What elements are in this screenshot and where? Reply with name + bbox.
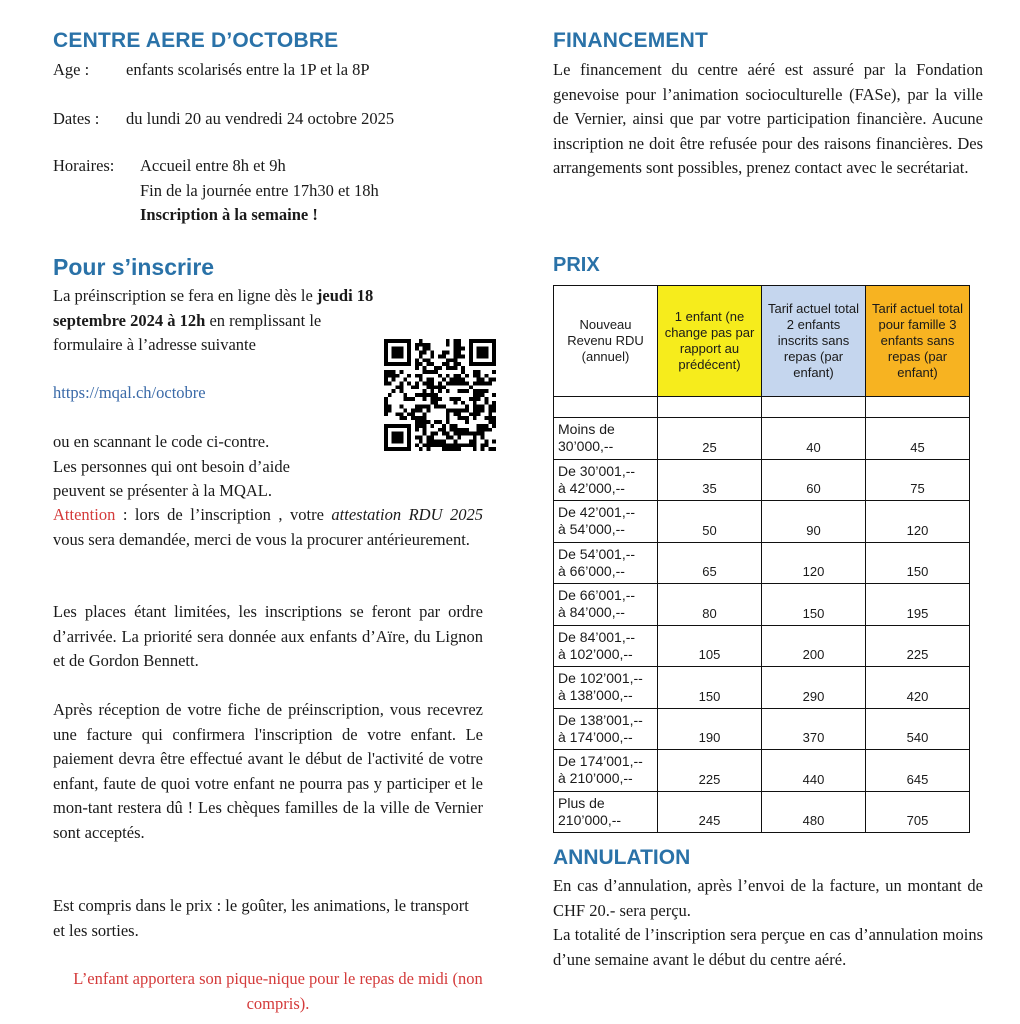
price-1-enfant: 25: [658, 418, 762, 460]
attention-part-b: vous sera demandée, merci de vous la procurer antérieurement.: [53, 529, 470, 549]
revenu-cell: [554, 625, 658, 667]
dates-label: Dates :: [53, 109, 100, 128]
price-1-enfant: 225: [658, 750, 762, 792]
scan-line-3: peuvent se présenter à la MQAL.: [53, 481, 273, 500]
price-3-enfants: 705: [866, 791, 970, 833]
price-2-enfants: 150: [762, 584, 866, 626]
horaires-inscription-semaine: Inscription à la semaine !: [140, 205, 318, 224]
annulation-text-1: En cas d’annulation, après l’envoi de la facture, un montant de CHF 20.- sera perçu.: [553, 876, 983, 920]
price-1-enfant: 35: [658, 459, 762, 501]
revenu-line-1: De 174’001,--: [558, 753, 643, 770]
revenu-line-1: De 138’001,--: [558, 711, 643, 728]
revenu-line-1: Plus de: [558, 794, 605, 811]
revenu-line-1: De 54’001,--: [558, 545, 636, 562]
revenu-line-2: à 174’000,--: [558, 728, 633, 745]
prix-title: PRIX: [553, 254, 600, 276]
scan-line-1: ou en scannant le code ci-contre.: [53, 432, 270, 451]
price-2-enfants: 40: [762, 418, 866, 460]
price-2-enfants: 200: [762, 625, 866, 667]
attention-italic: attestation RDU 2025: [331, 505, 483, 524]
revenu-line-2: 210’000,--: [558, 811, 622, 828]
price-3-enfants: 195: [866, 584, 970, 626]
horaires-block: [140, 154, 483, 228]
price-3-enfants: 225: [866, 625, 970, 667]
places-text: Les places étant limitées, les inscriptions se feront par ordre d’arrivée. La priorité sera donnée aux enfants d’Aïre, du Lignon et de Gordon Bennett.: [53, 602, 483, 670]
revenu-line-1: De 84’001,--: [558, 628, 636, 645]
inscrire-title: Pour s’inscrire: [53, 254, 215, 280]
revenu-cell: [554, 791, 658, 833]
pique-nique-text: L’enfant apportera son pique-nique pour le repas de midi (non compris).: [73, 969, 483, 1013]
revenu-cell: [554, 750, 658, 792]
revenu-cell: [554, 459, 658, 501]
apres-text: Après réception de votre fiche de préinscription, vous recevrez une facture qui confirmera l'inscription de votre enfant. Le paiement devra être effectué avant le début de l'activité de votre enfant, faute de quoi votre enfant ne pourra pas y participer et le mon-tant restera dû ! Les chèques familles de la ville de Vernier sont acceptés.: [53, 700, 483, 842]
revenu-cell: [554, 708, 658, 750]
table-row: [554, 667, 970, 709]
price-3-enfants: 150: [866, 542, 970, 584]
age-line: [53, 58, 89, 83]
pre-text-c: formulaire à l’adresse suivante: [53, 335, 256, 354]
pre-time-bold: septembre 2024 à 12h: [53, 310, 206, 330]
age-value: enfants scolarisés entre la 1P et la 8P: [126, 60, 370, 79]
age-label: Age :: [53, 60, 90, 79]
revenu-line-2: à 210’000,--: [558, 770, 633, 787]
revenu-line-2: à 42’000,--: [558, 479, 625, 496]
revenu-line-1: De 102’001,--: [558, 670, 643, 687]
price-2-enfants: 440: [762, 750, 866, 792]
price-2-enfants: 90: [762, 501, 866, 543]
blank-cell: [554, 397, 658, 418]
horaires-label: Horaires:: [53, 156, 115, 175]
price-2-enfants: 370: [762, 708, 866, 750]
centre-title: CENTRE AERE D’OCTOBRE: [53, 29, 339, 52]
financement-text: Le financement du centre aéré est assuré par la Fondation genevoise pour l’animation socioculturelle (FASe), par la ville de Vernier, ainsi que par votre participation financière. Aucune inscription ne doit être refusée pour des raisons financières. Des arrangements sont possibles, prenez contact avec le secrétariat.: [553, 60, 983, 177]
revenu-cell: [554, 418, 658, 460]
compris-text: Est compris dans le prix : le goûter, les animations, le transport et les sorties.: [53, 896, 469, 940]
scan-text: [53, 430, 383, 504]
revenu-cell: [554, 542, 658, 584]
revenu-cell: [554, 584, 658, 626]
attention-text: [53, 503, 483, 552]
revenu-line-2: à 138’000,--: [558, 687, 633, 704]
revenu-line-1: De 30’001,--: [558, 462, 636, 479]
annulation-text-2: La totalité de l’inscription sera perçue en cas d’annulation moins d’une semaine avant le début du centre aéré.: [553, 925, 983, 969]
header-3-enfants: Tarif actuel total pour famille 3 enfants sans repas (par enfant): [866, 286, 970, 397]
pre-date-bold: jeudi 18: [316, 286, 374, 305]
revenu-line-1: De 66’001,--: [558, 587, 636, 604]
table-row: [554, 418, 970, 460]
header-revenu: Nouveau Revenu RDU (annuel): [554, 286, 658, 397]
scan-line-2: Les personnes qui ont besoin d’aide: [53, 456, 290, 476]
price-2-enfants: 480: [762, 791, 866, 833]
price-3-enfants: 120: [866, 501, 970, 543]
dates-value: du lundi 20 au vendredi 24 octobre 2025: [126, 109, 395, 128]
annulation-title: ANNULATION: [553, 846, 691, 869]
price-3-enfants: 540: [866, 708, 970, 750]
revenu-line-1: De 42’001,--: [558, 504, 636, 521]
price-1-enfant: 245: [658, 791, 762, 833]
price-2-enfants: 290: [762, 667, 866, 709]
price-1-enfant: 65: [658, 542, 762, 584]
table-row: [554, 708, 970, 750]
blank-cell: [866, 397, 970, 418]
attention-word: Attention: [53, 505, 116, 524]
price-1-enfant: 150: [658, 667, 762, 709]
pre-text-b: en remplissant le: [205, 310, 322, 330]
table-row: [554, 584, 970, 626]
table-row: [554, 625, 970, 667]
attention-part-a: : lors de l’inscription , votre: [115, 505, 332, 524]
price-1-enfant: 190: [658, 708, 762, 750]
header-1-enfant: 1 enfant (ne change pas par rapport au prédécent): [658, 286, 762, 397]
table-row: [554, 542, 970, 584]
revenu-line-2: à 54’000,--: [558, 521, 625, 538]
price-3-enfants: 645: [866, 750, 970, 792]
price-3-enfants: 420: [866, 667, 970, 709]
price-3-enfants: 75: [866, 459, 970, 501]
horaires-accueil: Accueil entre 8h et 9h: [140, 156, 286, 175]
header-2-enfants: Tarif actuel total 2 enfants inscrits sans repas (par enfant): [762, 286, 866, 397]
revenu-cell: [554, 667, 658, 709]
revenu-line-2: à 102’000,--: [558, 645, 633, 662]
price-1-enfant: 50: [658, 501, 762, 543]
table-blank-row: [554, 397, 970, 418]
blank-cell: [762, 397, 866, 418]
price-2-enfants: 120: [762, 542, 866, 584]
blank-cell: [658, 397, 762, 418]
price-3-enfants: 45: [866, 418, 970, 460]
revenu-line-2: à 66’000,--: [558, 562, 625, 579]
price-1-enfant: 80: [658, 584, 762, 626]
price-2-enfants: 60: [762, 459, 866, 501]
table-row: [554, 791, 970, 833]
horaires-fin: Fin de la journée entre 17h30 et 18h: [140, 180, 379, 200]
url-link[interactable]: https://mqal.ch/octobre: [53, 383, 206, 402]
price-1-enfant: 105: [658, 625, 762, 667]
revenu-line-2: à 84’000,--: [558, 604, 625, 621]
pre-text-a: La préinscription se fera en ligne dès le: [53, 286, 317, 305]
table-row: [554, 459, 970, 501]
revenu-cell: [554, 501, 658, 543]
table-row: [554, 750, 970, 792]
financement-title: FINANCEMENT: [553, 29, 709, 52]
revenu-line-1: Moins de: [558, 421, 615, 438]
table-header-row: [554, 286, 970, 397]
table-row: [554, 501, 970, 543]
revenu-line-2: 30’000,--: [558, 438, 614, 455]
qr-code-icon[interactable]: [384, 339, 496, 451]
prix-table: [553, 285, 970, 833]
